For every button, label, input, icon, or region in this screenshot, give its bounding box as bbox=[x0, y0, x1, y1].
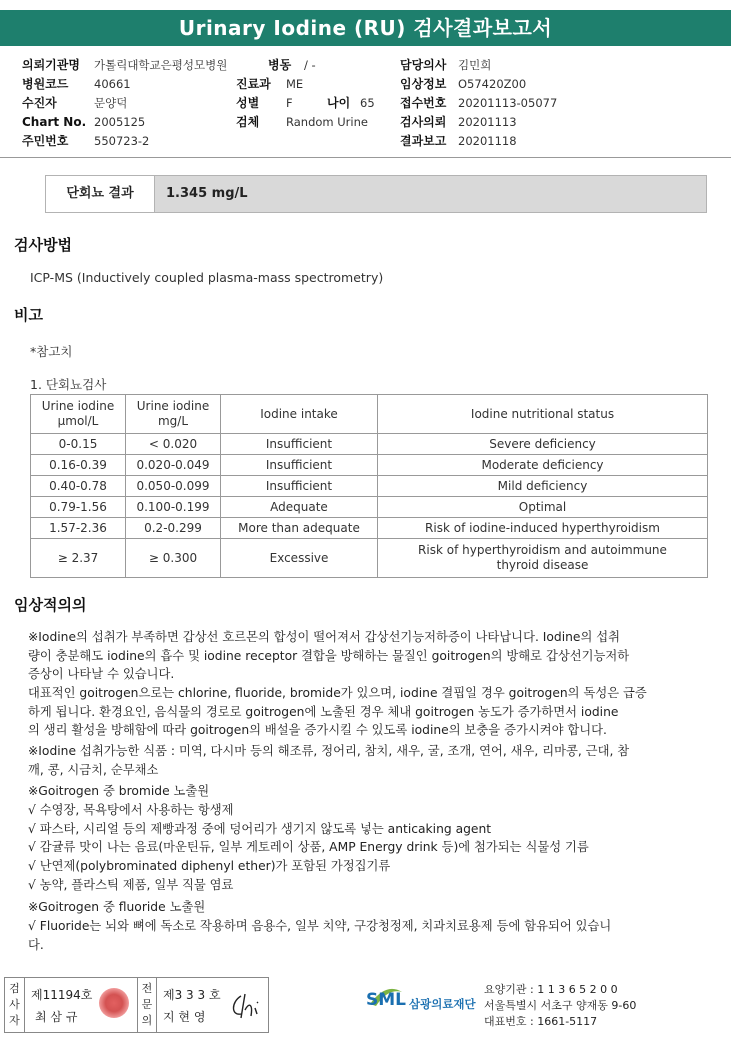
doctor-value: 김민희 bbox=[458, 58, 492, 72]
note-line: 증상이 나타날 수 있습니다. bbox=[28, 667, 175, 681]
clinical-info-label: 임상정보 bbox=[400, 77, 447, 91]
rrn-value: 550723-2 bbox=[94, 134, 150, 148]
note-line: ※Goitrogen 중 bromide 노출원 bbox=[28, 784, 210, 798]
method-title: 검사방법 bbox=[14, 236, 72, 254]
examiner-number: 제11194호 bbox=[31, 988, 93, 1002]
signature-box bbox=[4, 977, 269, 1033]
brand-name: 삼광의료재단 bbox=[409, 997, 476, 1011]
cell: 0.79-1.56 bbox=[31, 497, 126, 518]
table-header-row bbox=[31, 395, 708, 434]
sex-value: F bbox=[286, 96, 293, 110]
header-mg: Urine iodine mg/L bbox=[126, 395, 221, 434]
report-label: 결과보고 bbox=[400, 134, 447, 148]
note-line: √ 수영장, 목욕탕에서 사용하는 항생제 bbox=[28, 803, 234, 817]
age-label: 나이 bbox=[327, 96, 351, 110]
note-line: √ 파스타, 시리얼 등의 제빵과정 중에 덩어리가 생기지 않도록 넣는 anticaking agent bbox=[28, 822, 492, 836]
department-value: ME bbox=[286, 77, 304, 91]
report-value: 20201118 bbox=[458, 134, 517, 148]
cell: ≥ 0.300 bbox=[126, 539, 221, 578]
cell: 0-0.15 bbox=[31, 434, 126, 455]
address: 서울특별시 서초구 양재동 9-60 bbox=[484, 999, 637, 1012]
note-line: 량이 충분해도 iodine의 흡수 및 iodine receptor 결합을 방해하는 물질인 goitrogen의 방해로 갑상선기능저하 bbox=[28, 649, 630, 663]
cell: Moderate deficiency bbox=[378, 455, 708, 476]
table-row bbox=[31, 539, 708, 578]
patient-label: 수진자 bbox=[22, 96, 57, 110]
examiner-label-text: 검사자 bbox=[9, 982, 20, 1027]
specialist-label bbox=[137, 978, 157, 1032]
header-umol: Urine iodine μmol/L bbox=[31, 395, 126, 434]
rrn-label: 주민번호 bbox=[22, 134, 69, 148]
table-row bbox=[31, 518, 708, 539]
header-intake: Iodine intake bbox=[221, 395, 378, 434]
cell: Excessive bbox=[221, 539, 378, 578]
receipt-value: 20201113-05077 bbox=[458, 96, 558, 110]
cell: 0.020-0.049 bbox=[126, 455, 221, 476]
specialist-number: 제3 3 3 호 bbox=[163, 988, 221, 1002]
note-line: 깨, 콩, 시금치, 순무채소 bbox=[28, 763, 159, 777]
specimen-label: 검체 bbox=[236, 115, 260, 129]
doctor-label: 담당의사 bbox=[400, 58, 447, 72]
examiner-name: 최 삼 규 bbox=[35, 1010, 78, 1024]
note-line: 의 생리 활성을 방해함에 따라 goitrogen의 배설을 증가시킬 수 있도록 iodine의 보충을 증가시켜야 합니다. bbox=[28, 723, 607, 737]
request-value: 20201113 bbox=[458, 115, 517, 129]
cell: 0.16-0.39 bbox=[31, 455, 126, 476]
cell: Risk of hyperthyroidism and autoimmune thyroid disease bbox=[378, 539, 708, 578]
result-label: 단회뇨 결과 bbox=[46, 176, 155, 212]
phone: 대표번호 : 1661-5117 bbox=[484, 1015, 598, 1028]
cell: Risk of iodine-induced hyperthyroidism bbox=[378, 518, 708, 539]
ward-label: 병동 bbox=[268, 58, 292, 72]
note-line: ※Iodine의 섭취가 부족하면 갑상선 호르몬의 합성이 떨어져서 갑상선기능저하증이 나타납니다. Iodine의 섭취 bbox=[28, 630, 621, 644]
ref-note: *참고치 bbox=[30, 344, 73, 359]
remarks-title: 비고 bbox=[14, 306, 43, 324]
cell: Insufficient bbox=[221, 434, 378, 455]
result-value: 1.345 mg/L bbox=[166, 186, 248, 201]
reference-table bbox=[30, 394, 708, 578]
table-row bbox=[31, 476, 708, 497]
institution-label: 의뢰기관명 bbox=[22, 58, 80, 72]
receipt-label: 접수번호 bbox=[400, 96, 447, 110]
note-line: √ 난연제(polybrominated diphenyl ether)가 포함된 가정집기류 bbox=[28, 859, 391, 873]
cell: 0.050-0.099 bbox=[126, 476, 221, 497]
note-line: ※Goitrogen 중 fluoride 노출원 bbox=[28, 900, 206, 914]
patient-value: 문양덕 bbox=[94, 96, 128, 110]
cell: Mild deficiency bbox=[378, 476, 708, 497]
divider bbox=[0, 157, 731, 158]
note-line: √ 감귤류 맛이 나는 음료(마운틴듀, 일부 게토레이 상품, AMP Energy drink 등)에 첨가되는 식물성 기름 bbox=[28, 840, 589, 854]
request-label: 검사의뢰 bbox=[400, 115, 447, 129]
note-line: √ 농약, 플라스틱 제품, 일부 직물 염료 bbox=[28, 878, 234, 892]
clinical-info-value: O57420Z00 bbox=[458, 77, 527, 91]
table-title: 1. 단회뇨검사 bbox=[30, 377, 107, 392]
table-row bbox=[31, 497, 708, 518]
method-text: ICP-MS (Inductively coupled plasma-mass spectrometry) bbox=[30, 270, 384, 285]
cell: < 0.020 bbox=[126, 434, 221, 455]
ward-value: / - bbox=[304, 58, 316, 72]
note-line: √ Fluoride는 뇌와 뼈에 독소로 작용하며 음용수, 일부 치약, 구강청정제, 치과치료용제 등에 함유되어 있습니 bbox=[28, 919, 612, 933]
header-status: Iodine nutritional status bbox=[378, 395, 708, 434]
clinical-title: 임상적의의 bbox=[14, 596, 87, 614]
lab-address-block bbox=[484, 982, 636, 1030]
cell: Severe deficiency bbox=[378, 434, 708, 455]
cell: 0.2-0.299 bbox=[126, 518, 221, 539]
hospital-code-label: 병원코드 bbox=[22, 77, 69, 91]
footer bbox=[0, 972, 731, 1040]
sex-label: 성별 bbox=[236, 96, 260, 110]
cell: ≥ 2.37 bbox=[31, 539, 126, 578]
cell: More than adequate bbox=[221, 518, 378, 539]
cell: Adequate bbox=[221, 497, 378, 518]
cell: Insufficient bbox=[221, 455, 378, 476]
specialist-name: 지 현 영 bbox=[163, 1010, 206, 1024]
cell: 1.57-2.36 bbox=[31, 518, 126, 539]
table-row bbox=[31, 455, 708, 476]
specialist-label-text: 전문의 bbox=[141, 982, 153, 1027]
note-line: ※Iodine 섭취가능한 식품 : 미역, 다시마 등의 해조류, 정어리, 참치, 새우, 굴, 조개, 연어, 새우, 리마콩, 근대, 참 bbox=[28, 744, 630, 758]
age-value: 65 bbox=[360, 96, 375, 110]
cell: Optimal bbox=[378, 497, 708, 518]
cell: 0.40-0.78 bbox=[31, 476, 126, 497]
hospital-code-value: 40661 bbox=[94, 77, 131, 91]
cell: Insufficient bbox=[221, 476, 378, 497]
note-line: 대표적인 goitrogen으로는 chlorine, fluoride, bromide가 있으며, iodine 결핍일 경우 goitrogen의 독성은 급증 bbox=[28, 686, 647, 700]
report-title: Urinary Iodine (RU) 검사결과보고서 bbox=[0, 10, 731, 46]
note-line: 하게 됩니다. 환경요인, 음식물의 경로로 goitrogen에 노출된 경우 체내 goitrogen 농도가 증가하면서 iodine bbox=[28, 705, 619, 719]
department-label: 진료과 bbox=[236, 77, 271, 91]
table-row bbox=[31, 434, 708, 455]
signature-icon bbox=[227, 988, 265, 1022]
chart-value: 2005125 bbox=[94, 115, 146, 129]
brand-logo-text: SML bbox=[366, 990, 406, 1010]
seal-stamp-icon bbox=[99, 988, 129, 1018]
specimen-value: Random Urine bbox=[286, 115, 368, 129]
cell: 0.100-0.199 bbox=[126, 497, 221, 518]
examiner-label bbox=[5, 978, 25, 1032]
note-line: 다. bbox=[28, 938, 44, 952]
institution-value: 가톨릭대학교은평성모병원 bbox=[94, 58, 228, 72]
care-number: 요양기관 : 1 1 3 6 5 2 0 0 bbox=[484, 983, 618, 996]
chart-label: Chart No. bbox=[22, 115, 87, 129]
result-box bbox=[45, 175, 707, 213]
